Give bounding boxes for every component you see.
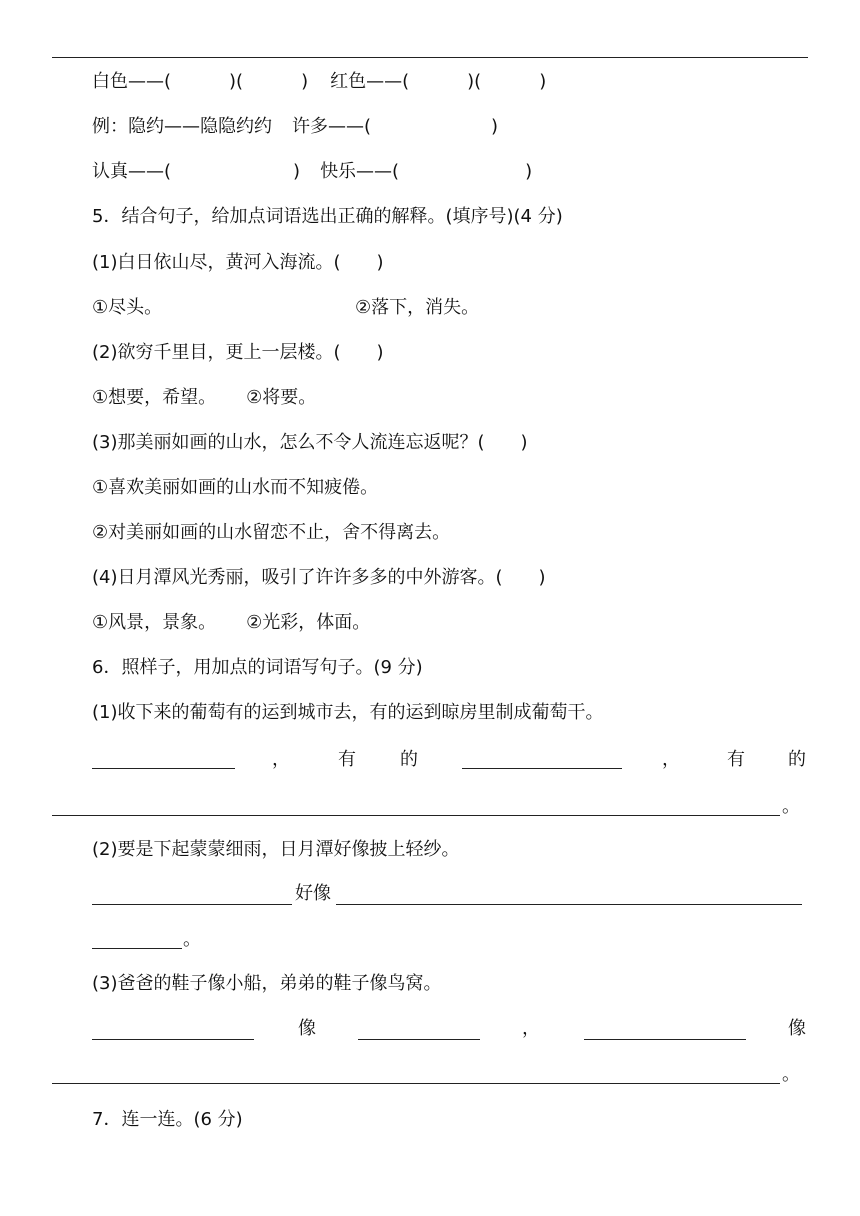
answer-blank[interactable] bbox=[92, 768, 235, 769]
answer-blank[interactable] bbox=[92, 904, 292, 905]
answer-blank-long[interactable] bbox=[52, 815, 780, 816]
q5-s3-option-2: ②对美丽如画的山水留恋不止，舍不得离去。 bbox=[92, 522, 451, 543]
q6-sentence-2: (2)要是下起蒙蒙细雨，日月潭好像披上轻纱。 bbox=[92, 839, 460, 860]
answer-blank[interactable] bbox=[92, 1039, 254, 1040]
option-1: ①风景，景象。 bbox=[92, 612, 217, 633]
q5-options-1 bbox=[92, 296, 162, 320]
comma: ， bbox=[522, 1018, 540, 1039]
option-1: ①尽头。 bbox=[92, 297, 163, 318]
q5-options-2 bbox=[92, 386, 316, 410]
q5-sentence-3: (3)那美丽如画的山水，怎么不令人流连忘返呢？( ) bbox=[92, 432, 528, 453]
word-de: 的 bbox=[788, 749, 806, 770]
bracket-close: ) bbox=[301, 71, 309, 92]
question-6-title: 6．照样子，用加点的词语写句子。(9 分) bbox=[92, 657, 423, 678]
q5-s3-option-1: ①喜欢美丽如画的山水而不知疲倦。 bbox=[92, 477, 379, 498]
text-xuduo: 许多——( bbox=[292, 116, 372, 137]
header-rule bbox=[52, 57, 808, 58]
answer-blank[interactable] bbox=[358, 1039, 480, 1040]
line-renzhen bbox=[92, 160, 532, 184]
answer-blank[interactable] bbox=[584, 1039, 746, 1040]
text-red: 红色——( bbox=[330, 71, 410, 92]
answer-blank[interactable] bbox=[92, 948, 182, 949]
question-5-title: 5．结合句子，给加点词语选出正确的解释。(填序号)(4 分) bbox=[92, 206, 563, 227]
comma: ， bbox=[662, 749, 680, 770]
bracket-sep: )( bbox=[467, 71, 482, 92]
word-you: 有 bbox=[727, 749, 745, 770]
word-you: 有 bbox=[338, 749, 356, 770]
word-haoxiang: 好像 bbox=[295, 883, 331, 904]
answer-blank-long[interactable] bbox=[52, 1083, 780, 1084]
bracket-sep: )( bbox=[229, 71, 244, 92]
answer-blank[interactable] bbox=[336, 904, 802, 905]
period: 。 bbox=[782, 796, 800, 817]
text-white: 白色——( bbox=[92, 71, 172, 92]
comma: ， bbox=[272, 749, 290, 770]
q5-options-4 bbox=[92, 611, 370, 635]
q5-sentence-1: (1)白日依山尽，黄河入海流。( ) bbox=[92, 252, 384, 273]
option-2: ②落下，消失。 bbox=[355, 297, 480, 318]
q5-sentence-4: (4)日月潭风光秀丽，吸引了许许多多的中外游客。( ) bbox=[92, 567, 546, 588]
answer-blank[interactable] bbox=[462, 768, 622, 769]
bracket-close: ) bbox=[293, 161, 301, 182]
line-white-red bbox=[92, 70, 546, 94]
line-example bbox=[92, 115, 498, 139]
q6-sentence-3: (3)爸爸的鞋子像小船，弟弟的鞋子像鸟窝。 bbox=[92, 973, 442, 994]
word-xiang: 像 bbox=[788, 1018, 806, 1039]
text-renzhen: 认真——( bbox=[92, 161, 172, 182]
q6-sentence-1: (1)收下来的葡萄有的运到城市去，有的运到晾房里制成葡萄干。 bbox=[92, 702, 604, 723]
word-xiang: 像 bbox=[298, 1018, 316, 1039]
q5-sentence-2: (2)欲穷千里目，更上一层楼。( ) bbox=[92, 342, 384, 363]
text-kuaile: 快乐——( bbox=[320, 161, 400, 182]
bracket-close: ) bbox=[539, 71, 547, 92]
bracket-close: ) bbox=[491, 116, 499, 137]
bracket-close: ) bbox=[525, 161, 533, 182]
option-2: ②将要。 bbox=[246, 387, 317, 408]
period: 。 bbox=[782, 1064, 800, 1085]
word-de: 的 bbox=[400, 749, 418, 770]
example-text: 例：隐约——隐隐约约 bbox=[92, 116, 272, 137]
period: 。 bbox=[183, 929, 201, 950]
question-7-title: 7．连一连。(6 分) bbox=[92, 1109, 243, 1130]
option-2: ②光彩，体面。 bbox=[246, 612, 371, 633]
option-1: ①想要，希望。 bbox=[92, 387, 217, 408]
